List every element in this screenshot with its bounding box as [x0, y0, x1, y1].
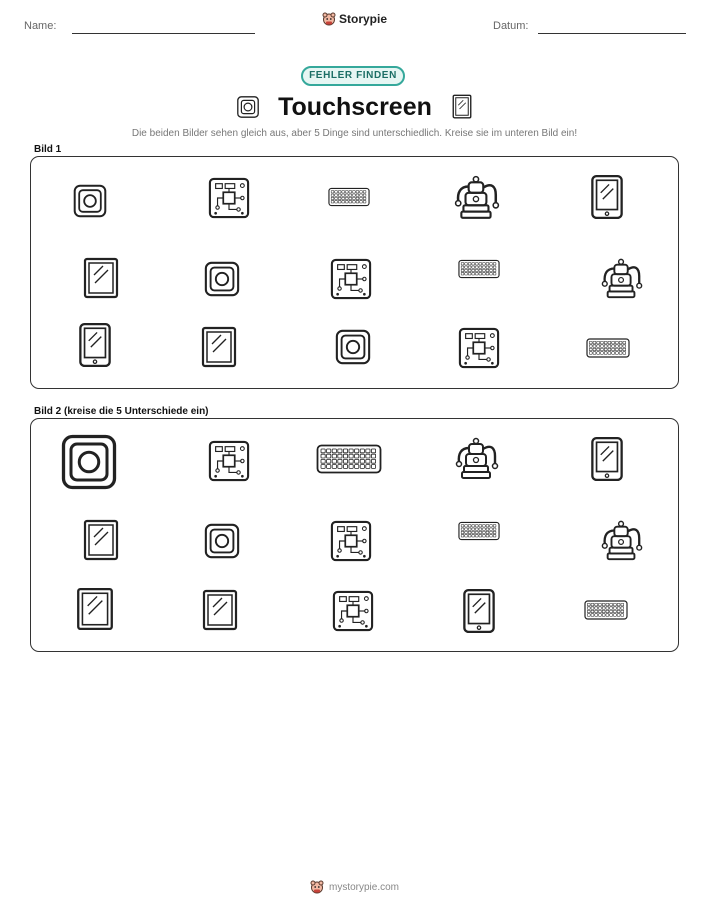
- keyboard-icon[interactable]: [586, 333, 630, 363]
- circuit-board-icon[interactable]: [332, 590, 374, 632]
- picture-2-label: Bild 2 (kreise die 5 Unterschiede ein): [34, 406, 209, 417]
- picture-1-label: Bild 1: [34, 144, 62, 155]
- square-button-icon[interactable]: [72, 182, 108, 220]
- circuit-board-icon[interactable]: [208, 440, 250, 482]
- screen-panel-icon[interactable]: [201, 589, 239, 631]
- square-button-icon[interactable]: [203, 260, 241, 298]
- robot-arm-icon[interactable]: [453, 174, 501, 222]
- brand-name: Storypie: [339, 12, 388, 26]
- screen-panel-icon[interactable]: [82, 257, 120, 299]
- tablet-icon[interactable]: [589, 174, 625, 220]
- keyboard-icon[interactable]: [328, 181, 370, 213]
- square-button-icon: [236, 95, 260, 124]
- circuit-board-icon[interactable]: [208, 177, 250, 219]
- square-button-icon[interactable]: [203, 522, 241, 560]
- robot-arm-icon[interactable]: [600, 256, 644, 302]
- date-label: Datum:: [493, 20, 529, 32]
- mascot-icon: [322, 12, 336, 26]
- circuit-board-icon[interactable]: [330, 258, 372, 300]
- picture-2-panel[interactable]: [30, 418, 679, 652]
- name-line[interactable]: [72, 33, 255, 34]
- tablet-icon[interactable]: [589, 436, 625, 482]
- name-label: Name:: [24, 20, 57, 32]
- screen-panel-icon[interactable]: [82, 519, 120, 561]
- keyboard-icon[interactable]: [458, 254, 500, 284]
- screen-panel-icon: [452, 94, 472, 124]
- keyboard-icon[interactable]: [316, 437, 382, 481]
- robot-arm-icon[interactable]: [454, 436, 500, 482]
- mascot-icon: [310, 880, 324, 894]
- date-line[interactable]: [538, 33, 686, 34]
- tablet-icon[interactable]: [462, 588, 496, 634]
- keyboard-icon[interactable]: [584, 595, 628, 625]
- screen-panel-icon[interactable]: [200, 326, 238, 368]
- circuit-board-icon[interactable]: [458, 327, 500, 369]
- footer-site: mystorypie.com: [328, 881, 399, 893]
- footer: [0, 880, 709, 894]
- square-button-icon[interactable]: [334, 328, 372, 366]
- brand-logo: [322, 12, 387, 26]
- square-button-icon[interactable]: [58, 432, 120, 492]
- tablet-icon[interactable]: [77, 322, 113, 368]
- instructions: Die beiden Bilder sehen gleich aus, aber 5 Dinge sind unterschiedlich. Kreise sie im unteren Bild ein!: [131, 128, 578, 139]
- category-badge: FEHLER FINDEN: [301, 66, 405, 86]
- robot-arm-icon[interactable]: [600, 518, 644, 564]
- screen-panel-icon[interactable]: [76, 587, 114, 631]
- keyboard-icon[interactable]: [458, 516, 500, 546]
- circuit-board-icon[interactable]: [330, 520, 372, 562]
- picture-1-panel[interactable]: [30, 156, 679, 389]
- page-title: Touchscreen: [278, 93, 432, 121]
